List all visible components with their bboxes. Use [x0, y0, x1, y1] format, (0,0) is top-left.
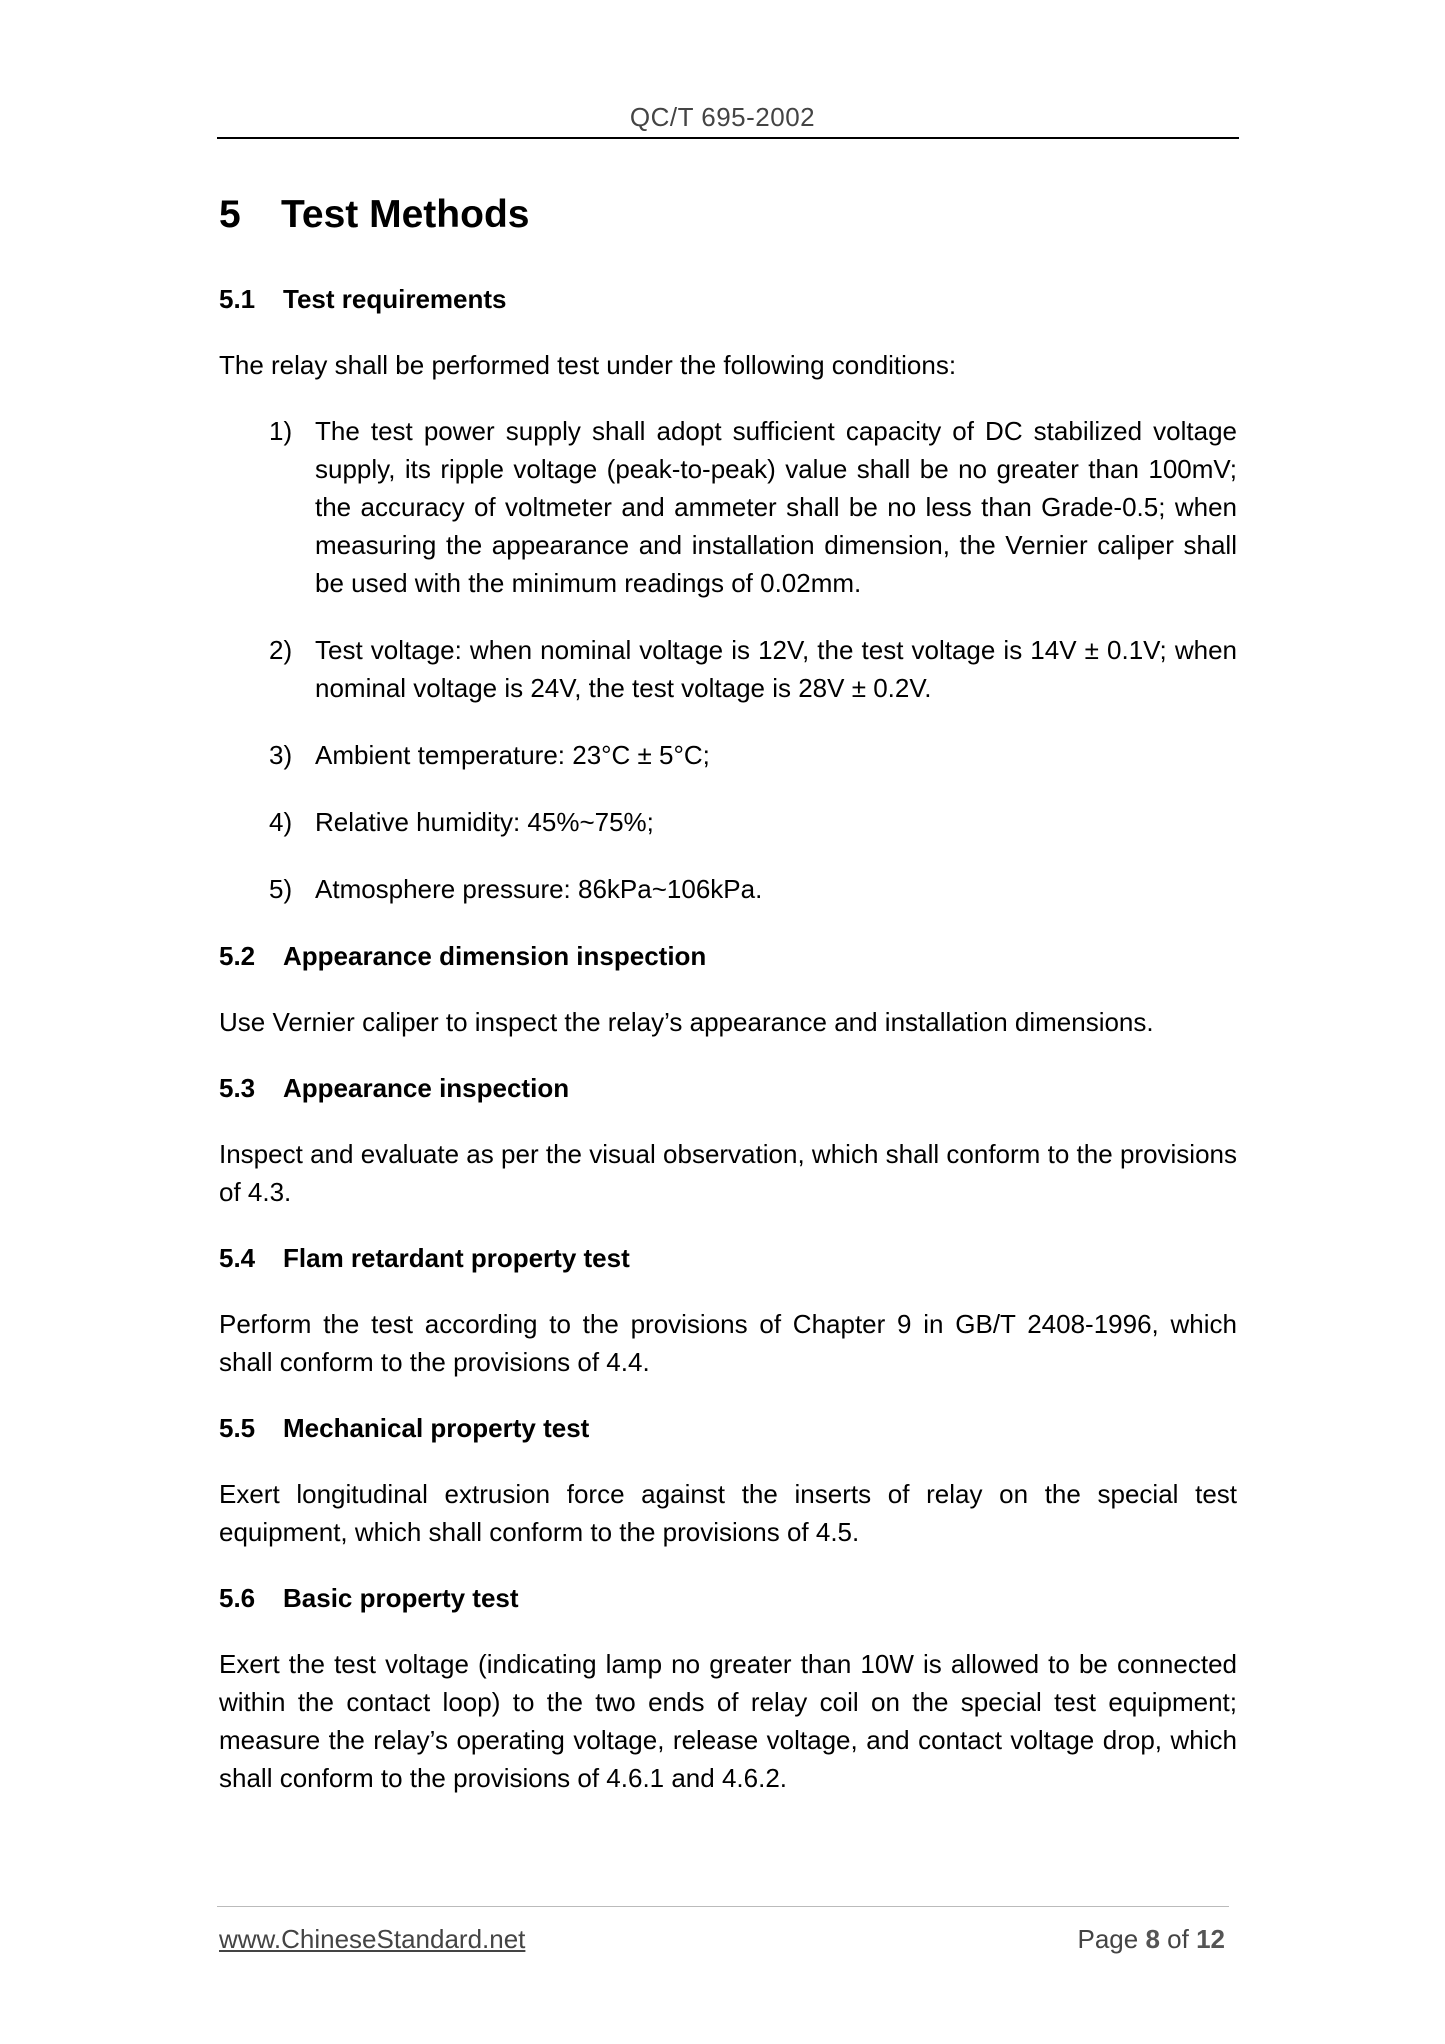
- page-total: 12: [1196, 1924, 1225, 1954]
- section-heading: [219, 190, 1237, 240]
- page-current: 8: [1145, 1924, 1160, 1954]
- subsection-number: 5.4: [219, 1243, 256, 1273]
- page-prefix: Page: [1077, 1924, 1139, 1954]
- subsection-heading-5-6: [219, 1579, 1237, 1617]
- footer-website-link[interactable]: www.ChineseStandard.net: [219, 1924, 526, 1954]
- page-of: of: [1167, 1924, 1189, 1954]
- subsection-number: 5.3: [219, 1073, 256, 1103]
- subsection-number: 5.6: [219, 1583, 256, 1613]
- subsection-title: Appearance inspection: [283, 1073, 570, 1103]
- paragraph-5-2: Use Vernier caliper to inspect the relay’s appearance and installation dimensions.: [219, 1007, 1154, 1037]
- subsection-heading-5-5: [219, 1409, 1237, 1447]
- subsection-title: Mechanical property test: [283, 1413, 590, 1443]
- list-item: [219, 412, 1237, 602]
- subsection-heading-5-2: [219, 937, 1237, 975]
- list-marker: 3): [269, 740, 293, 770]
- subsection-title: Basic property test: [283, 1583, 519, 1613]
- subsection-title: Test requirements: [283, 284, 507, 314]
- list-item: [219, 870, 1237, 908]
- page-number: [1077, 1924, 1225, 1955]
- paragraph-5-6: Exert the test voltage (indicating lamp no greater than 10W is allowed to be connected within the contact loop) to the two ends of relay coil on the special test equipment; measure the relay’s operating voltage, release voltage, and contact voltage drop, which shall conform to the provisions of 4.6.1 and 4.6.2.: [219, 1649, 1237, 1793]
- list-item-text: Relative humidity: 45%~75%;: [315, 807, 654, 837]
- list-item-text: Ambient temperature: 23°C ± 5°C;: [315, 740, 710, 770]
- subsection-number: 5.5: [219, 1413, 256, 1443]
- paragraph-5-1-intro: The relay shall be performed test under the following conditions:: [219, 350, 957, 380]
- list-item-text: The test power supply shall adopt sufficient capacity of DC stabilized voltage supply, its ripple voltage (peak-to-peak) value shall be no greater than 100mV; the accuracy of voltmeter and ammeter shall be no less than Grade-0.5; when measuring the appearance and installation dimension, the Vernier caliper shall be used with the minimum readings of 0.02mm.: [315, 416, 1237, 598]
- list-item: [219, 803, 1237, 841]
- paragraph-5-4: Perform the test according to the provisions of Chapter 9 in GB/T 2408-1996, which shall conform to the provisions of 4.4.: [219, 1309, 1237, 1377]
- section-title: Test Methods: [281, 193, 530, 236]
- header-divider: [217, 137, 1239, 139]
- list-item-text: Test voltage: when nominal voltage is 12V, the test voltage is 14V ± 0.1V; when nominal voltage is 24V, the test voltage is 28V ± 0.2V.: [315, 635, 1237, 703]
- paragraph-5-5: Exert longitudinal extrusion force against the inserts of relay on the special test equipment, which shall conform to the provisions of 4.5.: [219, 1479, 1237, 1547]
- list-item-text: Atmosphere pressure: 86kPa~106kPa.: [315, 874, 763, 904]
- subsection-number: 5.2: [219, 941, 256, 971]
- subsection-heading-5-1: [219, 280, 1237, 318]
- section-number: 5: [219, 193, 241, 236]
- list-item: [219, 736, 1237, 774]
- subsection-heading-5-4: [219, 1239, 1237, 1277]
- footer-divider: [217, 1906, 1229, 1907]
- subsection-heading-5-3: [219, 1069, 1237, 1107]
- list-marker: 2): [269, 635, 293, 665]
- subsection-number: 5.1: [219, 284, 256, 314]
- list-marker: 5): [269, 874, 293, 904]
- running-header: QC/T 695-2002: [629, 102, 816, 132]
- list-marker: 1): [269, 416, 293, 446]
- test-conditions-list: [219, 412, 1237, 908]
- list-marker: 4): [269, 807, 293, 837]
- paragraph-5-3: Inspect and evaluate as per the visual observation, which shall conform to the provisions of 4.3.: [219, 1139, 1237, 1207]
- subsection-title: Appearance dimension inspection: [283, 941, 707, 971]
- subsection-title: Flam retardant property test: [283, 1243, 630, 1273]
- list-item: [219, 631, 1237, 707]
- document-body: [219, 190, 1237, 1825]
